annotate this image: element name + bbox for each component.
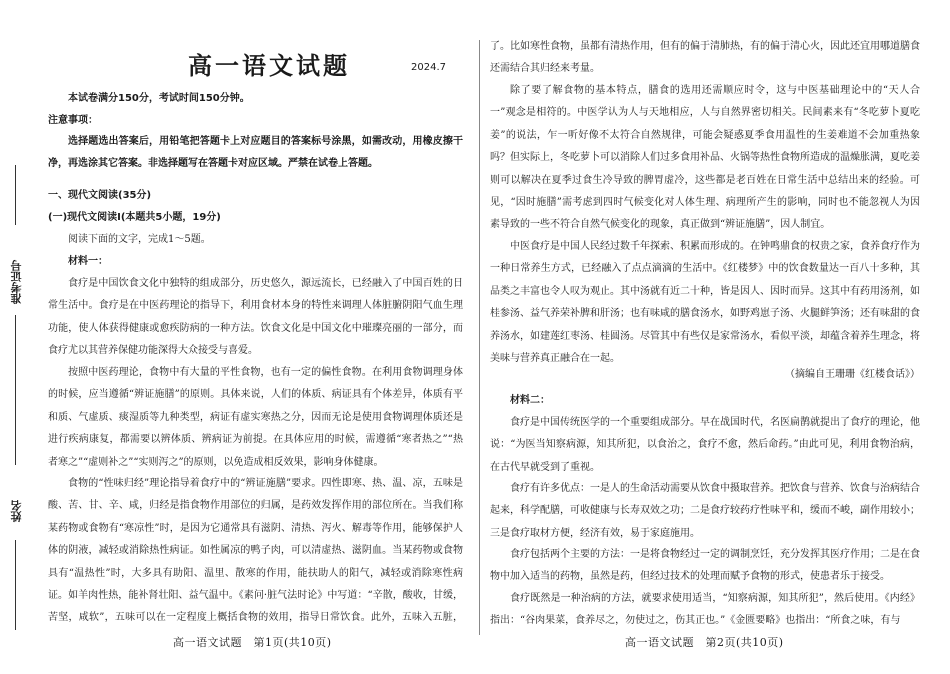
exam-title: 高一语文试题 <box>188 51 350 80</box>
notice-heading: 注意事项： <box>48 115 98 126</box>
subsection-heading: (一)现代文阅读Ⅰ(本题共5小题，19分) <box>48 212 221 223</box>
reading-instruction: 阅读下面的文字，完成1～5题。 <box>68 234 211 245</box>
binding-line-middle <box>15 315 16 465</box>
material-1-label: 材料一： <box>68 256 108 267</box>
binding-line-top <box>15 165 16 225</box>
paragraph: 食疗既然是一种治病的方法，就要求使用适当，“知察病源，知其所犯”，然后使用。《内经》指出：“谷肉果菜，食养尽之，勿使过之，伤其正也。”《金匮要略》也指出：“所食之味，有与 <box>490 593 920 627</box>
paragraph: 除了要了解食物的基本特点，膳食的选用还需顺应时令，这与中医基础理论中的“天人合一”观念是相符的。中医学认为人与天地相应，人与自然界密切相关。民间素来有“冬吃萝卜夏吃姜”的说法，乍一听好像不太符合自然规律，可能会疑惑夏季食用温性的生姜难道不会加重热象吗？但实际上，冬吃萝卜可以消除人们过多食用补品、火锅等热性食物所造成的温燥胀满，夏吃姜则可以解决在夏季过食生冷导致的脾胃虚冷，这些都是老百姓在日常生活中总结出来的经验。可见，“因时施膳”需考虑到四时气候变化对人体生理、病理所产生的影响，同时也不能忽视人为因素导致的一些不符合自然气候变化的现象，真正做到“辨证施膳”，因人制宜。 <box>490 85 920 231</box>
paragraph: 按照中医药理论，食物中有大量的平性食物，也有一定的偏性食物。在利用食物调理身体的时候，应当遵循“辨证施膳”的原则。具体来说，人们的体质、病证具有个体差异，体质有平和质、气虚质、痰湿质等九种类型，病证有虚实寒热之分，因而无论是使用食物调理体质还是进行疾病康复，都需要以辨体质、辨病证为前提。在具体应用的时候，需遵循“寒者热之”“热者寒之”“虚则补之”“实则泻之”的原则，以免造成相反效果，影响身体健康。 <box>48 367 463 468</box>
page-footer: 高一语文试题 第1页(共10页) <box>173 636 332 649</box>
score-note: 本试卷满分150分，考试时间150分钟。 <box>68 93 250 104</box>
column-divider <box>479 40 480 635</box>
paragraph: 食疗有许多优点：一是人的生命活动需要从饮食中摄取营养。把饮食与营养、饮食与治病结合起来，科学配膳，可收健康与长寿双效之功；二是食疗较药疗性味平和，缓而不峻，副作用较小；三是食疗取材方便，经济有效，易于家庭施用。 <box>490 483 920 539</box>
material-2-label: 材料二： <box>510 395 550 406</box>
paragraph: 食疗是中国饮食文化中独特的组成部分，历史悠久，源远流长，已经融入了中国百姓的日常生活中。食疗是在中医药理论的指导下，利用食材本身的特性来调理人体脏腑阴阳气血生理功能，使人体获得健康或愈疾防病的一种方法。饮食文化是中国文化中璀璨亮丽的一部分，而食疗尤以其营养保健功能深得大众接受与喜爱。 <box>48 278 463 357</box>
paragraph: 食疗包括两个主要的方法：一是将食物经过一定的调制烹饪，充分发挥其医疗作用；二是在食物中加入适当的药物，虽然是药，但经过技术的处理而赋予食物的形式，使患者乐于接受。 <box>490 549 920 583</box>
paragraph: 中医食疗是中国人民经过数千年探索、积累而形成的。在钟鸣鼎食的权贵之家，食养食疗作为一种日常养生方式，已经融入了点点滴滴的生活中。《红楼梦》中的饮食数量达一百八十多种，其品类之丰富也令人叹为观止。其中汤就有近二十种，皆是因人、因时而异。这其中有药用汤剂，如桂参汤、益气养荣补脾和肝汤；也有味咸的膳食汤水，如野鸡崽子汤、火腿鲜笋汤；还有味甜的食养汤水，如建莲红枣汤、桂圆汤。尽管其中有些仅是家常汤水，看似平淡，却蕴含着养生理念，将美味与营养真正融合在一起。 <box>490 241 920 365</box>
exam-page-2 <box>490 0 920 674</box>
source-citation: （摘编自王珊珊《红楼食话》） <box>785 369 920 380</box>
exam-date: 2024.7 <box>411 62 446 73</box>
exam-page-1 <box>48 0 463 674</box>
paragraph: 食疗是中国传统医学的一个重要组成部分。早在战国时代，名医扁鹊就提出了食疗的理论，他说：“为医当知察病源，知其所犯，以食治之，食疗不愈，然后命药。”由此可见，利用食物治病，在古代早就受到了重视。 <box>490 417 920 473</box>
name-label: 姓名 <box>10 500 23 522</box>
paragraph: 食物的“性味归经”理论指导着食疗中的“辨证施膳”要求。四性即寒、热、温、凉，五味是酸、苦、甘、辛、咸，归经是指食物作用部位的归属，是药效发挥作用的部位所在。当我们称某药物或食物有“寒凉性”时，是因为它通常具有滋阴、清热、泻火、解毒等作用，能够保护人体的阴液，减轻或消除热性病证。如性属凉的鸭子肉，可以清虚热、滋阴血。当某药物或食物具有“温热性”时，大多具有助阳、温里、散寒的作用，能扶助人的阳气，减轻或消除寒性病证。如羊肉性热，能补肾壮阳、益气温中。《素问·脏气法时论》中写道：“辛散，酸收，甘缓，苦坚，咸软”，五味可以在一定程度上概括食物的效用，指导日常饮食。此外，五味入五脏， <box>48 478 463 624</box>
binding-line-bottom <box>15 540 16 630</box>
section-heading: 一、现代文阅读(35分) <box>48 190 152 201</box>
page-footer: 高一语文试题 第2页(共10页) <box>625 636 784 649</box>
notice-text: 选择题选出答案后，用铅笔把答题卡上对应题目的答案标号涂黑，如需改动，用橡皮擦干净，再选涂其它答案。非选择题写在答题卡对应区域。严禁在试卷上答题。 <box>48 136 463 170</box>
admission-number-label: 准考证号 <box>10 260 23 304</box>
paragraph: 了。比如寒性食物，虽都有清热作用，但有的偏于清肺热，有的偏于清心火，因此还宜用哪道膳食还需结合其归经来考量。 <box>490 41 920 75</box>
